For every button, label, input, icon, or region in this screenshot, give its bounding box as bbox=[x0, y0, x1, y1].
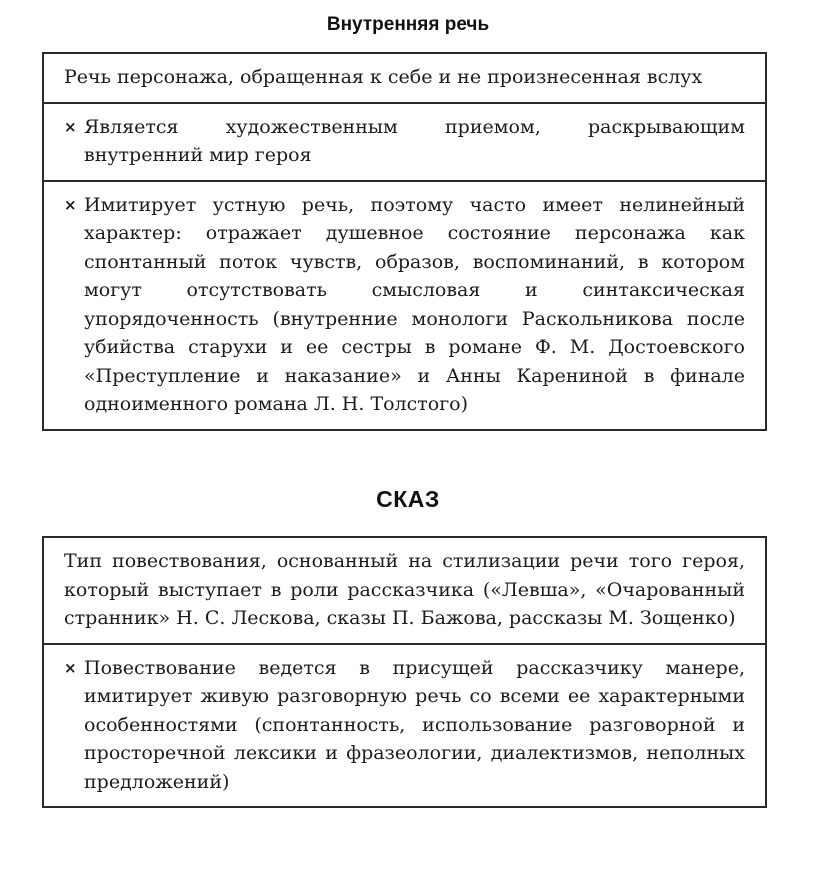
feature-row bbox=[44, 182, 765, 429]
definition-text: Тип повествования, основанный на стилизации речи того героя, который выступает в роли рассказчика («Левша», «Очарованный странник» Н. С. Лескова, сказы П. Бажова, рассказы М. Зощенко) bbox=[64, 550, 745, 629]
inner-speech-table bbox=[42, 52, 767, 431]
feature-text: Является художественным приемом, раскрывающим внутренний мир героя bbox=[84, 115, 745, 166]
feature-row bbox=[44, 104, 765, 182]
feature-text: Имитирует устную речь, поэтому часто имеет нелинейный характер: отражает душевное состояние персонажа как спонтанный поток чувств, образов, воспоминаний, в котором могут отсутствовать смысловая и синтаксическая упорядоченность (внутренние монологи Раскольникова после убийства старухи и ее сестры в романе Ф. М. Достоевского «Преступление и наказание» и Анны Карениной в финале одноименного романа Л. Н. Толстого) bbox=[84, 193, 745, 415]
cross-bullet-icon: × bbox=[64, 117, 77, 136]
definition-text: Речь персонажа, обращенная к себе и не произнесенная вслух bbox=[64, 66, 703, 88]
cross-bullet-icon: × bbox=[64, 195, 77, 214]
definition-row bbox=[44, 54, 765, 104]
cross-bullet-icon: × bbox=[64, 658, 77, 677]
feature-text: Повествование ведется в присущей рассказчику манере, имитирует живую разговорную речь со всеми ее характерными особенностями (спонтанность, использование разговорной и просторечной лексики и фразеологии, диалектизмов, неполных предложений) bbox=[84, 656, 745, 793]
section-title-skaz: СКАЗ bbox=[376, 486, 440, 512]
skaz-table bbox=[42, 536, 767, 808]
definition-row bbox=[44, 538, 765, 645]
feature-row bbox=[44, 645, 765, 807]
section-title-inner-speech: Внутренняя речь bbox=[326, 14, 490, 35]
